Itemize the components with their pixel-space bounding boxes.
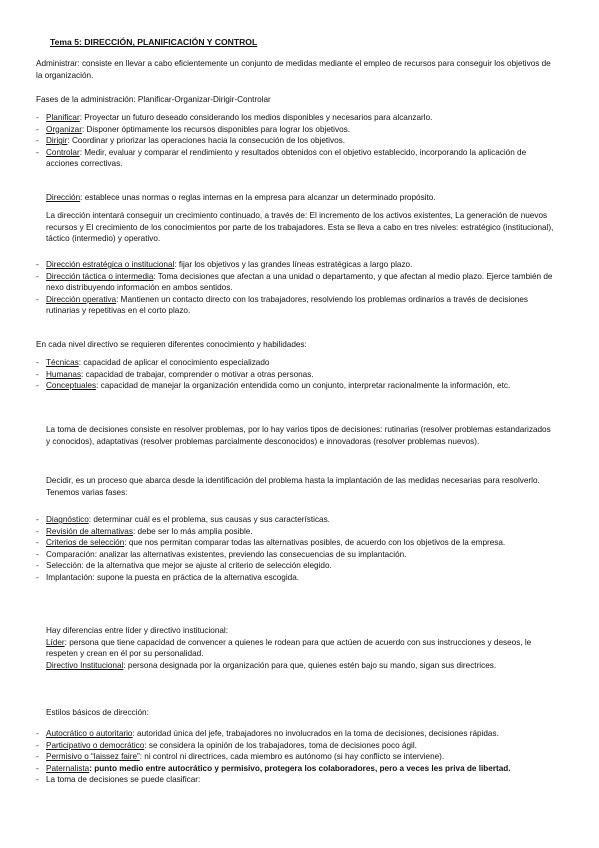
term-text: : establece unas normas o reglas internas en la empresa para alcanzar un determinado propósito. — [80, 193, 436, 202]
list-text: : Disponer óptimamente los recursos disponibles para lograr los objetivos. — [81, 124, 350, 134]
list-text: : Proyectar un futuro deseado considerando los medios disponibles y necesarios para alcanzarlo. — [79, 113, 433, 122]
term-text: : persona que tiene capacidad de convencer a quienes le rodean para que actúen de acuerdo con sus instrucciones y deseos, le respeten y crean en él por su personalidad. — [46, 637, 532, 659]
list-text: Selección: de la alternativa que mejor se ajuste al criterio de selección elegido. — [46, 561, 332, 571]
paragraph-text — [36, 192, 556, 204]
list-item — [36, 526, 556, 538]
term: Dirección — [46, 193, 81, 202]
list-item — [36, 112, 556, 124]
lider-definition — [36, 637, 556, 660]
paragraph-direccion — [36, 192, 556, 204]
list-text: : fijar los objetivos y las grandes líneas estratégicas a largo plazo. — [174, 260, 413, 269]
list-item — [36, 572, 556, 584]
paragraph-crecimiento — [36, 210, 556, 245]
term: Directivo Institucional — [46, 660, 124, 670]
list-term: Participativo o democrático — [46, 740, 145, 750]
list-term: Dirección táctica o intermedia — [46, 271, 154, 281]
list-item — [36, 751, 556, 763]
list-term: Organizar — [46, 124, 82, 134]
list-text: : Mantienen un contacto directo con los trabajadores, resolviendo los problemas ordinarios a través de decisiones rutinarias y repetitivas en el corto plazo. — [46, 294, 528, 316]
paragraph-text: Decidir, es un proceso que abarca desde la identificación del problema hasta la implantación de las medidas necesarias para resolverlo. Tenemos varias fases: — [46, 476, 540, 497]
list-term: Planificar — [46, 113, 80, 122]
list-fases-decision — [36, 514, 556, 584]
list-estilos — [36, 728, 556, 786]
paragraph-text: En cada nivel directivo se requieren diferentes conocimiento y habilidades: — [36, 340, 307, 349]
list-item — [36, 259, 556, 271]
list-term: Paternalista — [46, 763, 90, 773]
list-item — [36, 380, 556, 392]
list-item — [36, 369, 556, 381]
list-text: : que nos permitan comparar todas las alternativas posibles, de acuerdo con los objetivos de la empresa. — [124, 538, 506, 548]
paragraph-lider — [36, 625, 556, 671]
paragraph-fases — [36, 94, 556, 106]
list-text: : debe ser lo más amplia posible. — [132, 526, 253, 536]
list-term: Dirigir — [46, 136, 68, 146]
list-term: Humanas — [46, 369, 82, 379]
paragraph-text: La toma de decisiones consiste en resolver problemas, por lo hay varios tipos de decisiones: rutinarias (resolver problemas estandarizados y conocidos), adaptativas (resolver problemas parcialmente desconocidos) e innovadoras (resolver problemas nuevos). — [46, 425, 551, 446]
list-item — [36, 549, 556, 561]
list-text: : punto medio entre autocrático y permisivo, protegera los colaboradores, pero a veces les priva de libertad. — [89, 763, 511, 773]
list-term: Diagnóstico — [46, 515, 89, 524]
list-item — [36, 357, 556, 369]
list-term: Dirección estratégica o institucional — [46, 260, 175, 269]
list-habilidades — [36, 357, 556, 392]
list-text: Implantación: supone la puesta en práctica de la alternativa escogida. — [46, 572, 300, 582]
list-term: Dirección operativa — [46, 294, 117, 304]
list-item — [36, 740, 556, 752]
list-text: : capacidad de aplicar el conocimiento especializado — [78, 358, 270, 367]
list-text: La toma de decisiones se puede clasificar: — [46, 775, 201, 785]
list-term: Autocrático o autoritario — [46, 729, 133, 738]
term: Líder — [46, 637, 65, 647]
list-text: : se considera la opinión de los trabajadores, toma de decisiones poco ágil. — [144, 740, 417, 750]
list-item — [36, 271, 556, 294]
paragraph-toma-decisiones — [36, 424, 556, 447]
list-text: : capacidad de trabajar, comprender o motivar a otras personas. — [81, 369, 314, 379]
list-item — [36, 135, 556, 147]
list-term: Revisión de alternativas — [46, 526, 133, 536]
list-niveles — [36, 259, 556, 317]
list-term: Conceptuales — [46, 381, 97, 391]
list-text: : determinar cuál es el problema, sus causas y sus características. — [88, 515, 330, 524]
term-text: : persona designada por la organización para que, quienes estén bajo su mando, sigan sus directrices. — [123, 660, 497, 670]
paragraph-text: Estilos básicos de dirección: — [46, 708, 149, 717]
list-fases — [36, 112, 556, 170]
paragraph-text: Administrar: consiste en llevar a cabo eficientemente un conjunto de medidas mediante el empleo de recursos para conseguir los objetivos de la organización. — [36, 59, 551, 80]
list-item — [36, 514, 556, 526]
paragraph-conocimiento — [36, 339, 556, 351]
list-text: : Medir, evaluar y comparar el rendimiento y resultados obtenidos con el objetivo establecido, incorporando la aplicación de acciones correctivas. — [46, 147, 527, 169]
list-term: Controlar — [46, 147, 80, 157]
directivo-definition — [36, 660, 556, 672]
list-item — [36, 294, 556, 317]
list-text: : capacidad de manejar la organización entendida como un conjunto, interpretar racionalmente la información, etc. — [96, 381, 511, 391]
list-item — [36, 560, 556, 572]
list-text: : autoridad única del jefe, trabajadores no involucrados en la toma de decisiones, decisiones rápidas. — [132, 729, 499, 738]
paragraph-estilos — [36, 707, 556, 719]
paragraph-text: Fases de la administración: Planificar-Organizar-Dirigir-Controlar — [36, 95, 271, 104]
list-item — [36, 124, 556, 136]
list-term: Técnicas — [46, 358, 79, 367]
list-item — [36, 728, 556, 740]
list-text: Comparación: analizar las alternativas existentes, previendo las consecuencias de su implantación. — [46, 549, 407, 559]
list-text: : Coordinar y priorizar las operaciones hacia la consecución de los objetivos. — [67, 136, 346, 146]
list-term: Criterios de selección — [46, 538, 125, 548]
list-text: : Toma decisiones que afectan a una unidad o departamento, y que afectan al medio plazo. Ejerce también de nexo distribuyendo información en ambos sentidos. — [46, 271, 553, 293]
page-title: Tema 5: DIRECCIÓN, PLANIFICACIÓN Y CONTROL — [50, 37, 258, 47]
list-item — [36, 774, 556, 786]
paragraph-text: Hay diferencias entre líder y directivo institucional: — [46, 626, 229, 635]
paragraph-administrar — [36, 58, 556, 81]
list-term: Permisivo o “laissez faire” — [46, 752, 140, 762]
list-item — [36, 147, 556, 170]
list-item — [36, 763, 556, 775]
list-item — [36, 537, 556, 549]
paragraph-decidir — [36, 475, 556, 498]
list-text: : ni control ni directrices, cada miembro es autónomo (si hay conflicto se interviene). — [139, 752, 445, 762]
paragraph-text: La dirección intentará conseguir un crecimiento continuado, a través de: El incremento de los activos existentes, La generación de nuevos recursos y El crecimiento de los conocimientos por parte de los trabajadores. Esta se lleva a cabo en tres niveles: estratégico (institucional), táctico (intermedio) y operativo. — [46, 211, 554, 244]
